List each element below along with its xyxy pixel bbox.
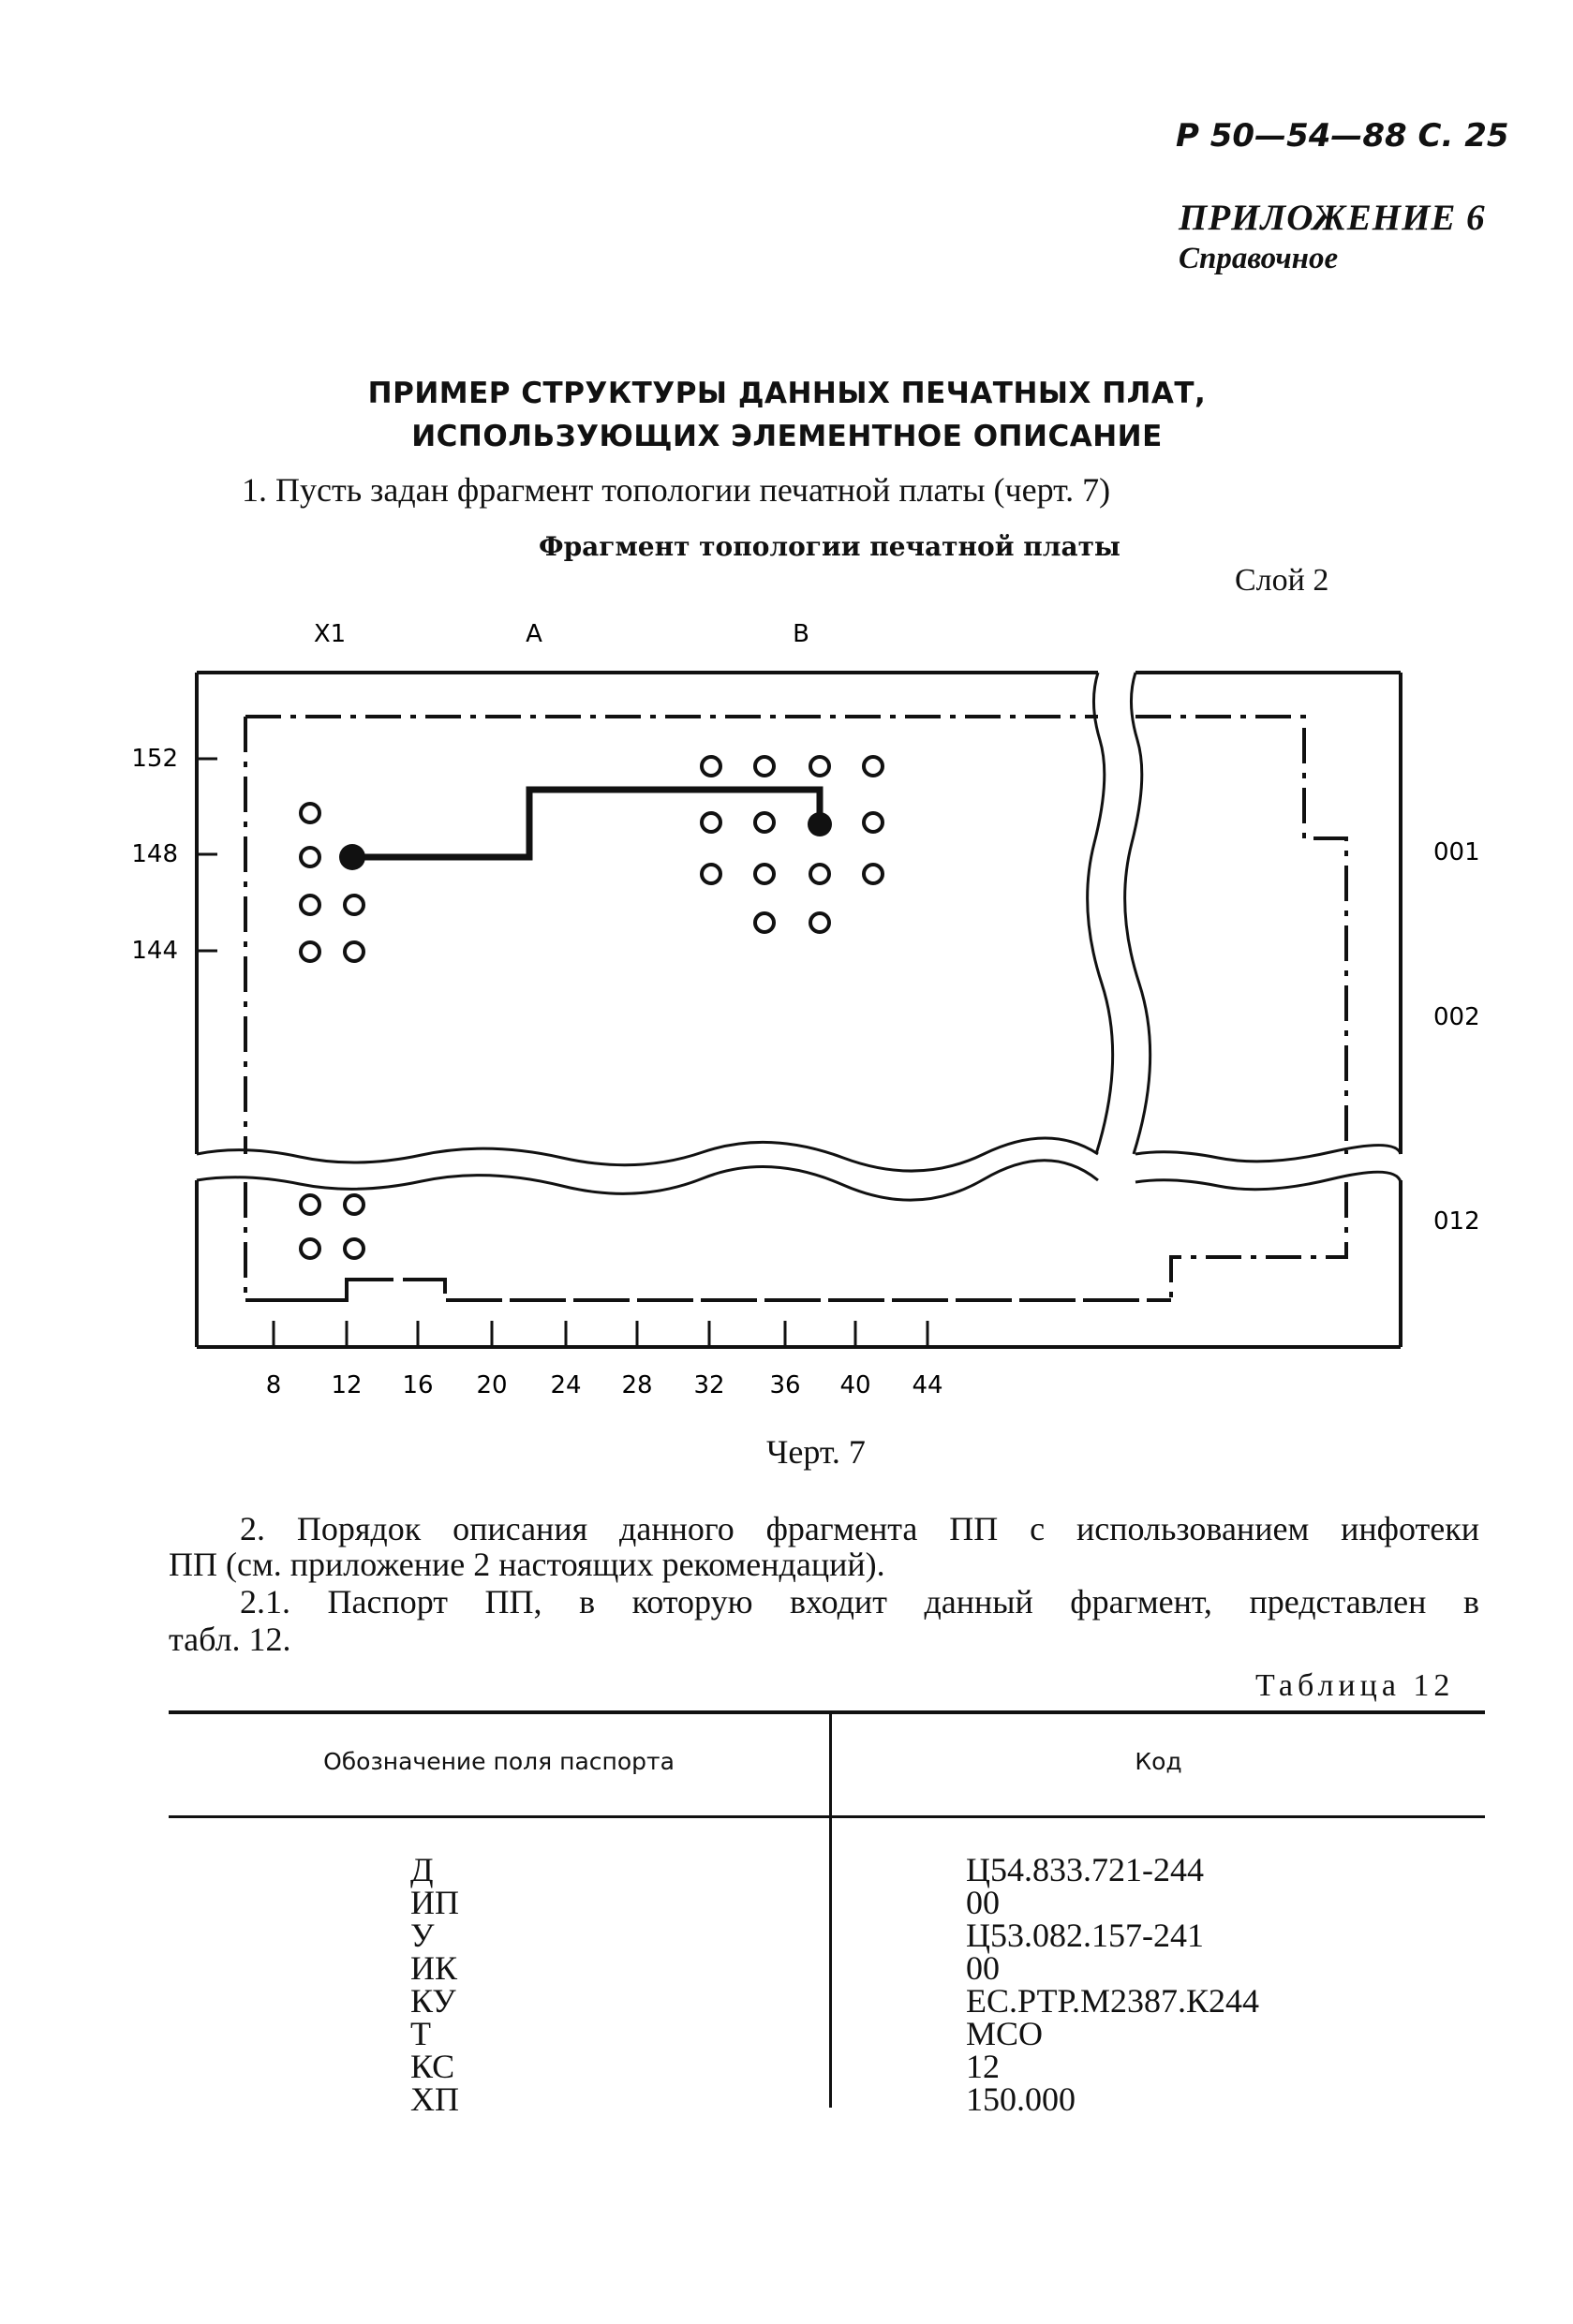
table-cell-code: Ц54.833.721-244: [966, 1851, 1204, 1888]
p2-word: Порядок: [296, 1510, 422, 1547]
p21-word: которую: [631, 1583, 753, 1621]
p21-word: ПП,: [484, 1583, 542, 1621]
figure-caption: Черт. 7: [766, 1433, 866, 1471]
table-cell-code: 150.000: [966, 2080, 1076, 2118]
bottom-label-8: 8: [265, 1371, 282, 1399]
p21-word: представлен: [1249, 1583, 1427, 1621]
appendix-title: ПРИЛОЖЕНИЕ 6: [1179, 198, 1486, 238]
table-cell-code: Ц53.082.157-241: [966, 1917, 1204, 1954]
table-header-rule: [169, 1815, 1485, 1818]
p21-word: данный: [924, 1583, 1033, 1621]
section-title-line1: ПРИМЕР СТРУКТУРЫ ДАННЫХ ПЕЧАТНЫХ ПЛАТ,: [367, 377, 1207, 410]
p2-word: описания: [453, 1510, 588, 1547]
bottom-label-40: 40: [839, 1371, 871, 1399]
top-label-a: А: [526, 620, 542, 648]
bottom-label-36: 36: [769, 1371, 801, 1399]
table-cell-field: КУ: [410, 1982, 456, 2020]
table-cell-field: ИП: [410, 1884, 459, 1921]
table-cell-field: ИК: [410, 1949, 458, 1987]
bottom-label-32: 32: [693, 1371, 725, 1399]
p2-word: использованием: [1076, 1510, 1310, 1547]
table-cell-code: ЕС.РТР.М2387.К244: [966, 1982, 1259, 2020]
bottom-label-24: 24: [550, 1371, 582, 1399]
top-label-x1: Х1: [313, 620, 347, 648]
p21-word: в: [579, 1583, 596, 1621]
bottom-label-16: 16: [402, 1371, 434, 1399]
p21-word: 2.1.: [240, 1583, 290, 1621]
appendix-subtitle: Справочное: [1179, 242, 1339, 275]
page-header: Р 50—54—88 С. 25: [1176, 117, 1509, 155]
p21-word: Паспорт: [327, 1583, 449, 1621]
p21-word: в: [1462, 1583, 1479, 1621]
table-header-code: Код: [1135, 1748, 1182, 1775]
p2-word: инфотеки: [1341, 1510, 1479, 1547]
p2-word: данного: [619, 1510, 735, 1547]
table-top-rule: [169, 1710, 1485, 1714]
left-label-152: 152: [131, 745, 178, 773]
table-cell-field: Д: [410, 1851, 434, 1888]
left-label-144: 144: [131, 937, 178, 965]
bottom-label-20: 20: [476, 1371, 508, 1399]
paragraph-2-line2: ПП (см. приложение 2 настоящих рекомендаций).: [169, 1546, 885, 1583]
table-cell-code: 00: [966, 1884, 1000, 1921]
bottom-label-12: 12: [331, 1371, 363, 1399]
p2-word: 2.: [240, 1510, 265, 1547]
left-label-148: 148: [131, 840, 178, 868]
table-cell-field: ХП: [410, 2080, 459, 2118]
bottom-label-44: 44: [912, 1371, 943, 1399]
p21-word: входит: [790, 1583, 887, 1621]
bottom-label-28: 28: [621, 1371, 653, 1399]
table-cell-code: МСО: [966, 2015, 1044, 2052]
table-label: Таблица 12: [1255, 1668, 1455, 1703]
p2-word: фрагмента: [765, 1510, 918, 1547]
right-label-012: 012: [1433, 1207, 1480, 1236]
table-cell-code: 12: [966, 2048, 1000, 2085]
right-label-002: 002: [1433, 1003, 1480, 1031]
section-title-line2: ИСПОЛЬЗУЮЩИХ ЭЛЕМЕНТНОЕ ОПИСАНИЕ: [411, 420, 1163, 453]
table-cell-field: У: [410, 1917, 435, 1954]
figure-layer-label: Слой 2: [1235, 563, 1329, 598]
paragraph-2-1-line1: [240, 1583, 1479, 1621]
table-cell-code: 00: [966, 1949, 1000, 1987]
table-header-field: Обозначение поля паспорта: [323, 1748, 675, 1775]
figure-title: Фрагмент топологии печатной платы: [539, 531, 1121, 562]
p2-word: с: [1030, 1510, 1046, 1547]
p21-word: фрагмент,: [1070, 1583, 1212, 1621]
paragraph-2-1-line2: табл. 12.: [169, 1621, 291, 1658]
table-cell-field: Т: [410, 2015, 431, 2052]
right-label-001: 001: [1433, 838, 1480, 866]
table-cell-field: КС: [410, 2048, 455, 2085]
paragraph-2-line1: [240, 1510, 1479, 1547]
p2-word: ПП: [949, 1510, 999, 1547]
top-label-b: В: [793, 620, 809, 648]
paragraph-1: 1. Пусть задан фрагмент топологии печатной платы (черт. 7): [242, 471, 1111, 509]
